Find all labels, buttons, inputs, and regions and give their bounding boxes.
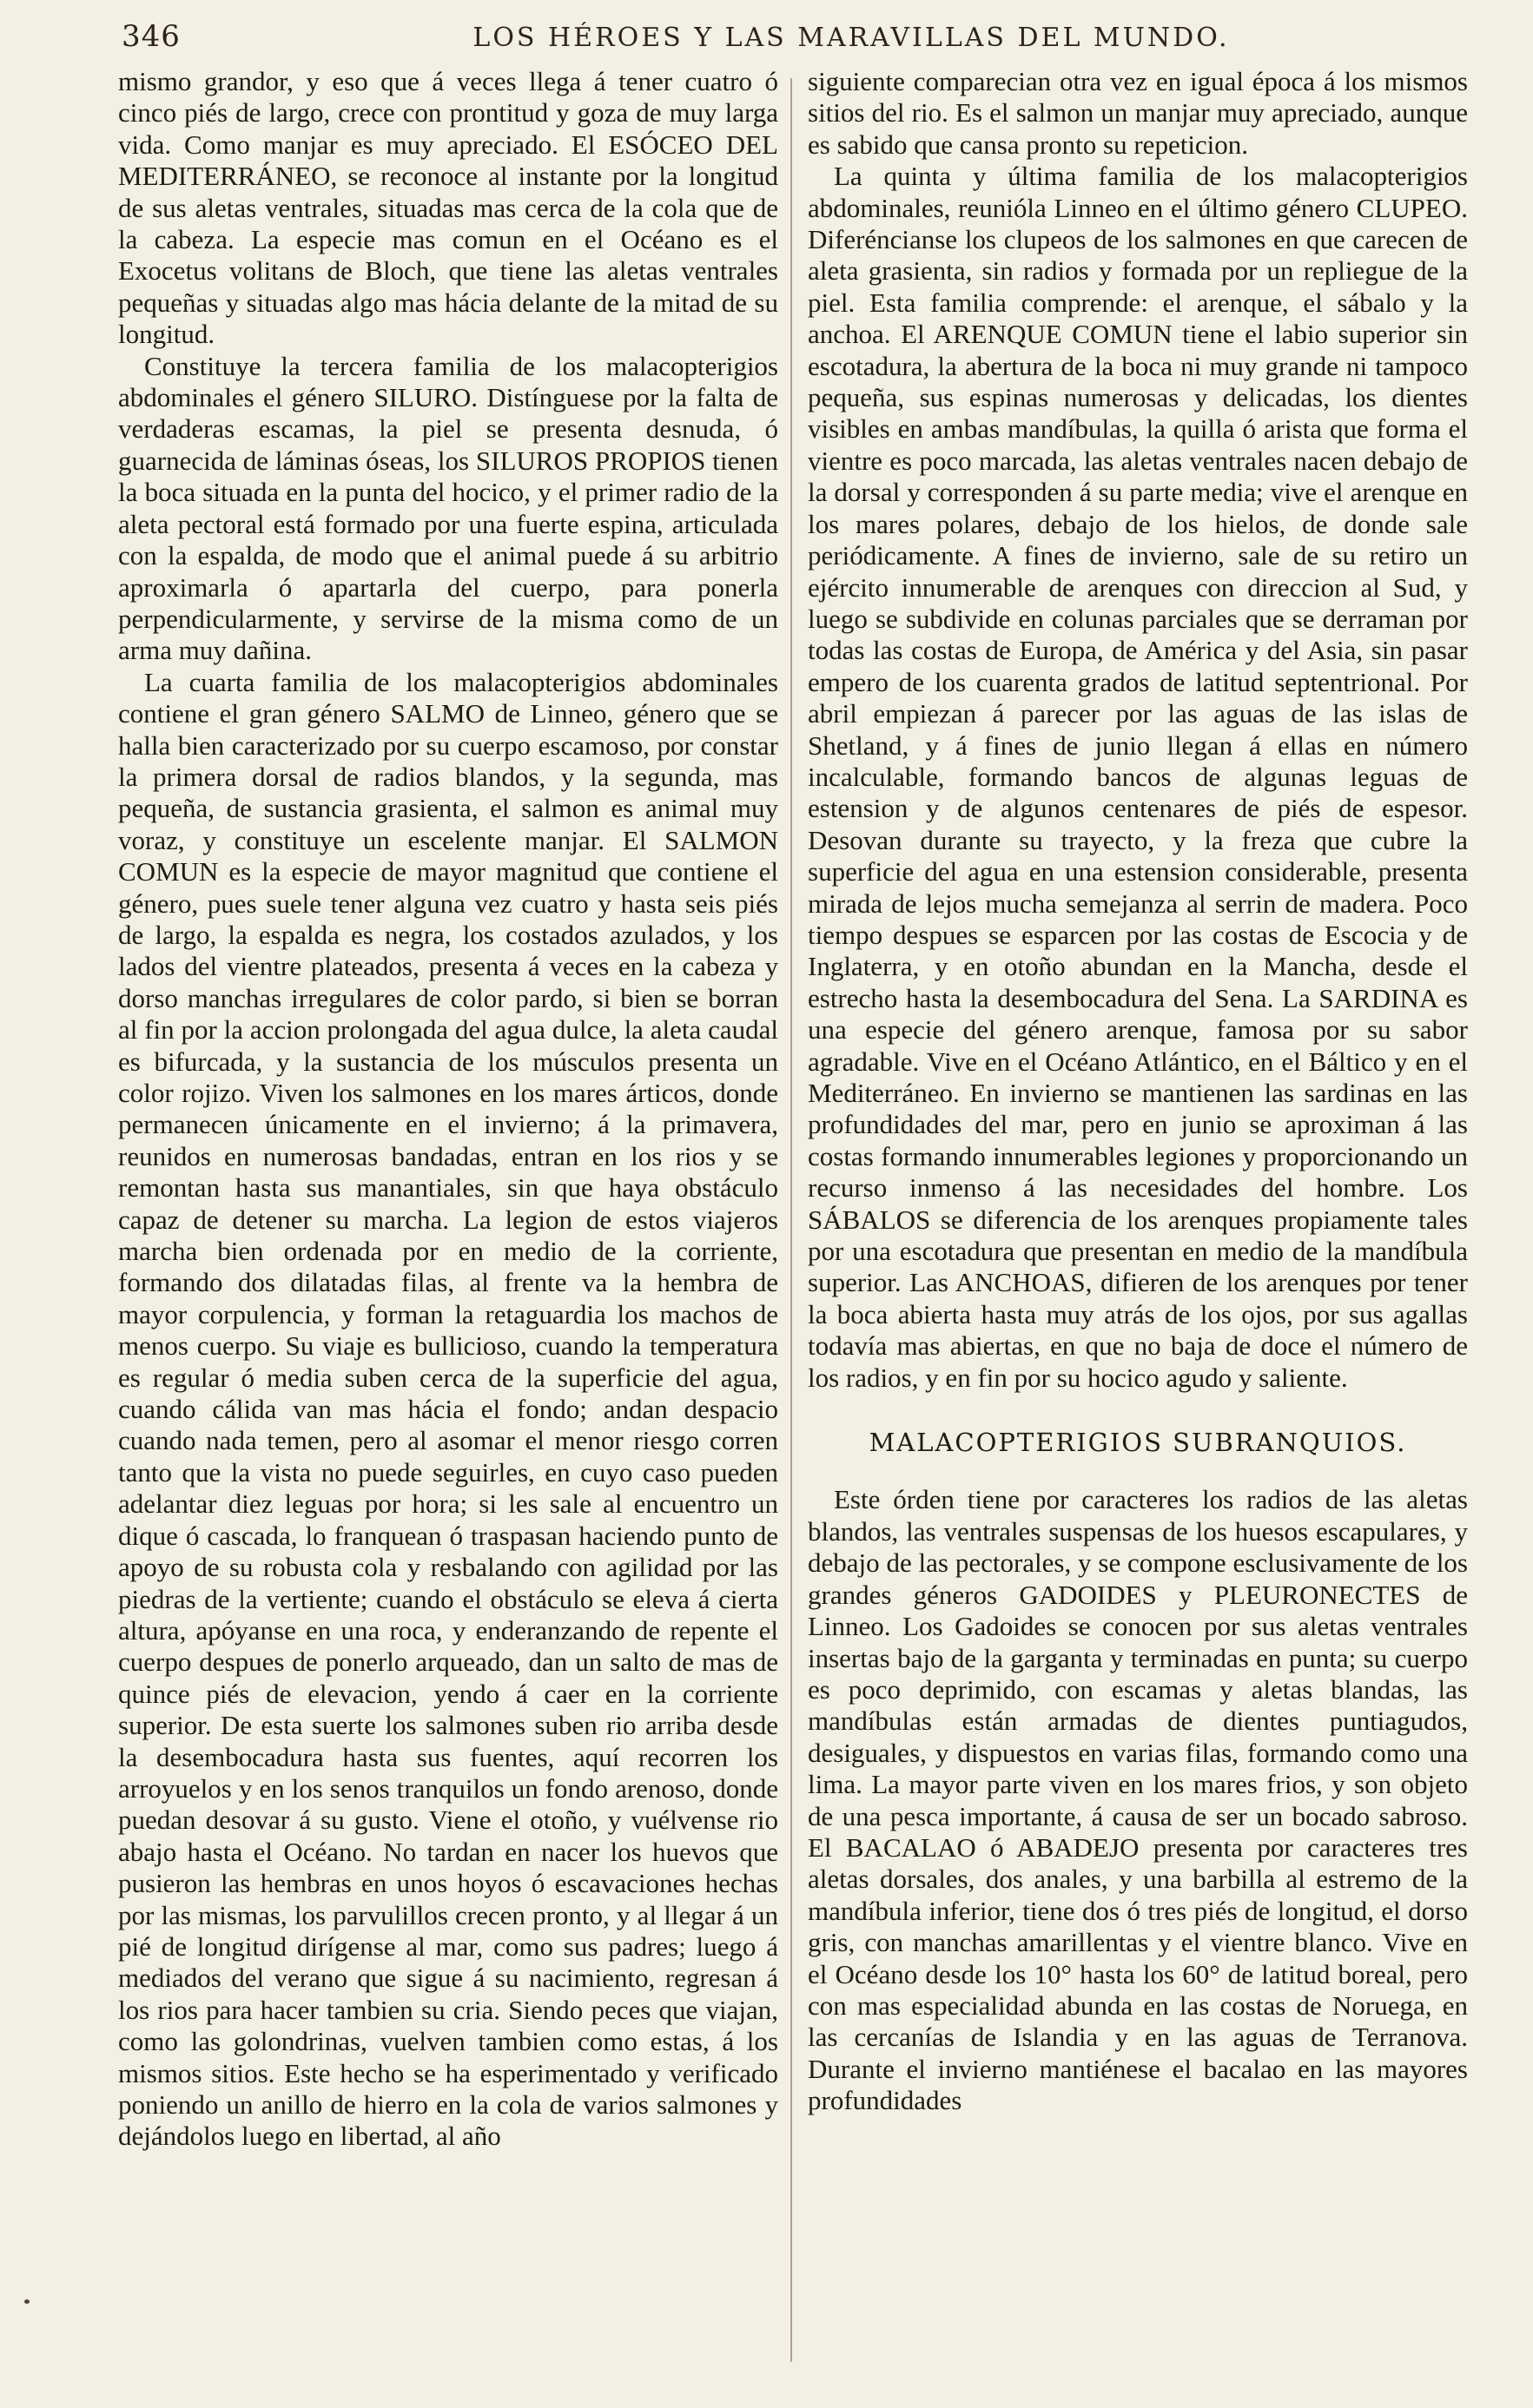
paragraph: La quinta y última familia de los malacopterigios abdominales, reunióla Linneo en el último género CLUPEO. Diferéncianse los clupeos de los salmones en que carecen de aleta grasienta, sin radios y formada por un repliegue de la piel. Esta familia comprende: el arenque, el sábalo y la anchoa. El ARENQUE COMUN tiene el labio superior sin escotadura, la abertura de la boca ni muy grande ni tampoco pequeña, sus espinas numerosas y delicadas, los dientes visibles en ambas mandíbulas, la quilla ó arista que forma el vientre es poco marcada, las aletas ventrales nacen debajo de la dorsal y corresponden á su parte media; vive el arenque en los mares polares, debajo de los hielos, de donde sale periódicamente. A fines de invierno, sale de su retiro un ejército innumerable de arenques con direccion al Sud, y luego se subdivide en colunas parciales que se derraman por todas las costas de Europa, de América y del Asia, sin pasar empero de los cuarenta grados de latitud septentrional. Por abril empiezan á parecer por las aguas de las islas de Shetland, y á fines de junio llegan á ellas en número incalculable, formando bancos de algunas leguas de estension y de algunos centenares de piés de espesor. Desovan durante su trayecto, y la freza que cubre la superficie del agua en una estension considerable, presenta mirada de lejos mucha semejanza al serrin de madera. Poco tiempo despues se esparcen por las costas de Escocia y de Inglaterra, y en otoño abundan en la Mancha, desde el estrecho hasta la desembocadura del Sena. La SARDINA es una especie del género arenque, famosa por su sabor agradable. Vive en el Océano Atlántico, en el Báltico y en el Mediterráneo. En invierno se mantienen las sardinas en las profundidades del mar, pero en junio se aproximan á las costas formando innumerables legiones y proporcionando un recurso inmenso á las necesidades del hombre. Los SÁBALOS se diferencia de los arenques propiamente tales por una escotadura que presentan en medio de la mandíbula superior. Las ANCHOAS, difieren de los arenques por tener la boca abierta hasta muy atrás de los ojos, por sus agallas todavía mas abiertas, en que no baja de doce el número de los radios, y en fin por su hocico agudo y saliente. bbox=[808, 161, 1468, 1393]
page-number: 346 bbox=[122, 19, 181, 54]
paragraph: mismo grandor, y eso que á veces llega á tener cuatro ó cinco piés de largo, crece con prontitud y goza de muy larga vida. Como manjar es muy apreciado. El ESÓCEO DEL MEDITERRÁNEO, se reconoce al instante por la longitud de sus aletas ventrales, situadas mas cerca de la cola que de la cabeza. La especie mas comun en el Océano es el Exocetus volitans de Bloch, que tiene las aletas ventrales pequeñas y situadas algo mas hácia delante de la mitad de su longitud. bbox=[118, 66, 778, 350]
right-column bbox=[808, 66, 1468, 2117]
section-heading: MALACOPTERIGIOS SUBRANQUIOS. bbox=[869, 1428, 1407, 1458]
paragraph: La cuarta familia de los malacopterigios abdominales contiene el gran género SALMO de Linneo, género que se halla bien caracterizado por su cuerpo escamoso, por constar la primera dorsal de radios blandos, y la segunda, mas pequeña, de sustancia grasienta, el salmon es animal muy voraz, y constituye un escelente manjar. El SALMON COMUN es la especie de mayor magnitud que contiene el género, pues suele tener alguna vez cuatro y hasta seis piés de largo, la espalda es negra, los costados azulados, y los lados del vientre plateados, presenta á veces en la cabeza y dorso manchas irregulares de color pardo, si bien se borran al fin por la accion prolongada del agua dulce, la aleta caudal es bifurcada, y la sustancia de los músculos presenta un color rojizo. Viven los salmones en los mares árticos, donde permanecen únicamente en el invierno; á la primavera, reunidos en numerosas bandadas, entran en los rios y se remontan hasta sus manantiales, sin que haya obstáculo capaz de detener su marcha. La legion de estos viajeros marcha bien ordenada por en medio de la corriente, formando dos dilatadas filas, al frente va la hembra de mayor corpulencia, y forman la retaguardia los machos de menos cuerpo. Su viaje es bullicioso, cuando la temperatura es regular ó media suben cerca de la superficie del agua, cuando cálida van mas hácia el fondo; andan despacio cuando nada temen, pero al asomar el menor riesgo corren tanto que la vista no puede seguirles, en cuyo caso pueden adelantar diez leguas por hora; si les sale al encuentro un dique ó cascada, lo franquean ó traspasan haciendo punto de apoyo de su robusta cola y resbalando con agilidad por las piedras de la vertiente; cuando el obstáculo se eleva á cierta altura, apóyanse en una roca, y enderanzando de repente el cuerpo despues de ponerlo arqueado, dan un salto de mas de quince piés de elevacion, yendo á caer en la corriente superior. De esta suerte los salmones suben rio arriba desde la desembocadura hasta sus fuentes, aquí recorren los arroyuelos y en los senos tranquilos un fondo arenoso, donde puedan desovar á su gusto. Viene el otoño, y vuélvense rio abajo hasta el Océano. No tardan en nacer los huevos que pusieron las hembras en unos hoyos ó escavaciones hechas por las mismas, los parvulillos crecen pronto, y al llegar á un pié de longitud dirígense al mar, como sus padres; luego á mediados del verano que sigue á su nacimiento, regresan á los rios para hacer tambien su cria. Siendo peces que viajan, como las golondrinas, vuelven tambien como estas, á los mismos sitios. Este hecho se ha esperimentado y verificado poniendo un anillo de hierro en la cola de varios salmones y dejándolos luego en libertad, al año bbox=[118, 666, 778, 2152]
column-divider bbox=[790, 78, 792, 2362]
running-title: LOS HÉROES Y LAS MARAVILLAS DEL MUNDO. bbox=[472, 23, 1230, 53]
print-speck bbox=[24, 2299, 30, 2304]
paragraph: Este órden tiene por caracteres los radios de las aletas blandos, las ventrales suspensas de los huesos escapulares, y debajo de las pectorales, y se compone esclusivamente de los grandes géneros GADOIDES y PLEURONECTES de Linneo. Los Gadoides se conocen por sus aletas ventrales insertas bajo de la garganta y terminadas en punta; su cuerpo es poco deprimido, con escamas y aletas blandas, las mandíbulas están armadas de dientes puntiagudos, desiguales, y dispuestos en varias filas, formando como una lima. La mayor parte viven en los mares frios, y son objeto de una pesca importante, á causa de ser un bocado sabroso. El BACALAO ó ABADEJO presenta por caracteres tres aletas dorsales, dos anales, y una barbilla al estremo de la mandíbula inferior, tiene dos ó tres piés de longitud, el dorso gris, con manchas amarillentas y el vientre blanco. Vive en el Océano desde los 10° hasta los 60° de latitud boreal, pero con mas especialidad abunda en las costas de Noruega, en las cercanías de Islandia y en las aguas de Terranova. Durante el invierno mantiénese el bacalao en las mayores profundidades bbox=[808, 1484, 1468, 2116]
paragraph: Constituye la tercera familia de los malacopterigios abdominales el género SILURO. Distínguese por la falta de verdaderas escamas, la piel se presenta desnuda, ó guarnecida de láminas óseas, los SILUROS PROPIOS tienen la boca situada en la punta del hocico, y el primer radio de la aleta pectoral está formado por una fuerte espina, articulada con la espalda, de modo que el animal puede á su arbitrio aproximarla ó apartarla del cuerpo, para ponerla perpendicularmente, y servirse de la misma como de un arma muy dañina. bbox=[118, 350, 778, 666]
left-column bbox=[118, 66, 778, 2153]
paragraph: siguiente comparecian otra vez en igual época á los mismos sitios del rio. Es el salmon un manjar muy apreciado, aunque es sabido que cansa pronto su repeticion. bbox=[808, 66, 1468, 160]
